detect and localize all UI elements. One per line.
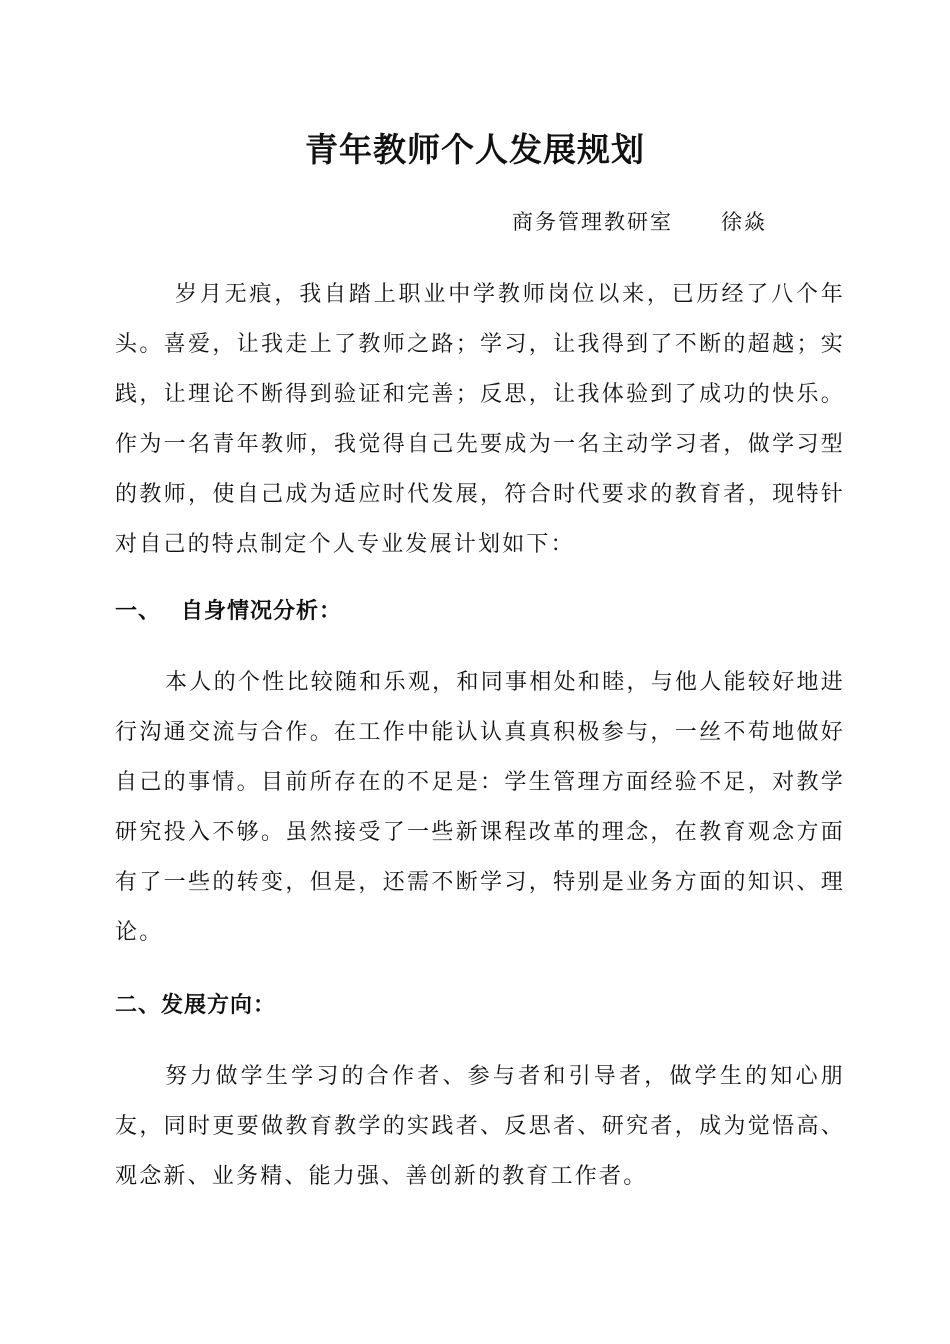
author-name: 徐焱 — [721, 210, 767, 234]
section-heading-text: 自身情况分析： — [181, 598, 343, 624]
intro-paragraph: 岁月无痕，我自踏上职业中学教师岗位以来，已历经了八个年头。喜爱，让我走上了教师之路；学习，让我得到了不断的超越；实践，让理论不断得到验证和完善；反思，让我体验到了成功的快乐。作为一名青年教师，我觉得自己先要成为一名主动学习者，做学习型的教师，使自己成为适应时代发展，符合时代要求的教育者，现特针对自己的特点制定个人专业发展计划如下： — [115, 282, 845, 557]
section-number: 一、 — [115, 598, 162, 624]
section-heading-development-direction — [115, 980, 276, 1030]
section-number: 二、 — [115, 992, 162, 1018]
section-heading-self-analysis — [115, 586, 342, 636]
department-name: 商务管理教研室 — [512, 210, 673, 234]
self-analysis-paragraph: 本人的个性比较随和乐观，和同事相处和睦，与他人能较好地进行沟通交流与合作。在工作中能认认真真积极参与，一丝不苟地做好自己的事情。目前所存在的不足是：学生管理方面经验不足，对教学研究投入不够。虽然接受了一些新课程改革的理念，在教育观念方面有了一些的转变，但是，还需不断学习，特别是业务方面的知识、理论。 — [115, 670, 845, 945]
author-line — [512, 202, 767, 242]
development-direction-paragraph: 努力做学生学习的合作者、参与者和引导者，做学生的知心朋友，同时更要做教育教学的实践者、反思者、研究者，成为觉悟高、观念新、业务精、能力强、善创新的教育工作者。 — [115, 1064, 845, 1189]
section-heading-text: 发展方向： — [161, 992, 277, 1018]
document-title: 青年教师个人发展规划 — [305, 130, 645, 169]
